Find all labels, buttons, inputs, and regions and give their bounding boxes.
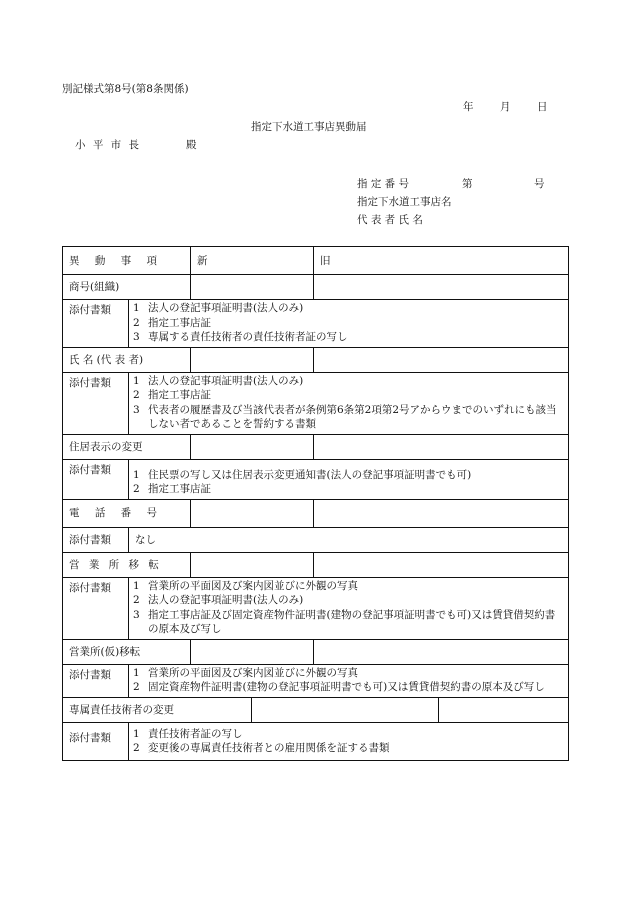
section-title: 営業所(仮)移転 — [63, 639, 191, 664]
document-title: 指定下水道工事店異動届 — [251, 121, 367, 133]
section-title: 営 業 所 移 転 — [63, 552, 191, 577]
list-item: 2 固定資産物件証明書(建物の登記事項証明書でも可)又は賃貸借契約書の原本及び写し — [133, 681, 545, 693]
shop-name-label: 指定下水道工事店名 — [357, 196, 452, 208]
old-value-cell[interactable] — [314, 434, 569, 459]
old-value-cell[interactable] — [314, 347, 569, 372]
new-value-cell[interactable] — [191, 434, 314, 459]
list-item: 1 責任技術者証の写し — [133, 727, 243, 740]
attachment-label: 添付書類 — [63, 300, 129, 348]
attachment-row — [63, 722, 569, 760]
section-title: 商号(組織) — [63, 275, 191, 300]
new-value-cell[interactable] — [191, 499, 314, 527]
addressee: 小 平 市 長 — [75, 139, 142, 151]
date-day: 日 — [537, 101, 548, 113]
list-item: 2 指定工事店証 — [133, 389, 211, 401]
date-month: 月 — [500, 101, 511, 113]
list-item: 1 営業所の平面図及び案内図並びに外観の写真 — [133, 666, 358, 679]
list-item: 1 法人の登記事項証明書(法人のみ) — [133, 302, 304, 314]
section-title-row — [63, 347, 569, 372]
attachment-row — [63, 459, 569, 499]
old-value-cell[interactable] — [314, 552, 569, 577]
attachment-list — [129, 300, 569, 348]
section-title-row — [63, 434, 569, 459]
header-new: 新 — [191, 247, 314, 275]
section-title-row — [63, 697, 569, 722]
date-year: 年 — [463, 101, 474, 113]
attachment-label: 添付書類 — [63, 577, 129, 639]
list-item: 1 法人の登記事項証明書(法人のみ) — [133, 374, 304, 387]
attachment-label: 添付書類 — [63, 527, 129, 552]
honorific: 殿 — [186, 139, 197, 151]
header-item: 異 動 事 項 — [63, 247, 191, 275]
attachment-label: 添付書類 — [63, 459, 129, 499]
section-title-row — [63, 275, 569, 300]
section-title: 住居表示の変更 — [63, 434, 191, 459]
table-header-row — [63, 247, 569, 275]
new-value-cell[interactable] — [191, 347, 314, 372]
new-value-cell[interactable] — [252, 697, 439, 722]
section-title: 電 話 番 号 — [63, 499, 191, 527]
new-value-cell[interactable] — [191, 275, 314, 300]
designation-label: 指 定 番 号 — [357, 178, 410, 190]
attachment-row — [63, 577, 569, 639]
old-value-cell[interactable] — [314, 275, 569, 300]
old-value-cell[interactable] — [439, 697, 569, 722]
section-title: 専属責任技術者の変更 — [63, 697, 252, 722]
section-title-row — [63, 499, 569, 527]
old-value-cell[interactable] — [314, 499, 569, 527]
attachment-list — [129, 664, 569, 697]
new-value-cell[interactable] — [191, 552, 314, 577]
attachment-list — [129, 577, 569, 639]
header-old: 旧 — [314, 247, 569, 275]
list-item: 2 指定工事店証 — [133, 316, 211, 329]
attachment-list — [129, 459, 569, 499]
section-title: 氏 名 (代 表 者) — [63, 347, 191, 372]
list-item: 1 営業所の平面図及び案内図並びに外観の写真 — [133, 579, 358, 592]
attachment-none: なし — [129, 527, 569, 552]
form-number: 別記様式第8号(第8条関係) — [62, 83, 189, 95]
old-value-cell[interactable] — [314, 639, 569, 664]
representative-label: 代 表 者 氏 名 — [357, 214, 423, 226]
list-item: 2 指定工事店証 — [133, 483, 211, 495]
attachment-label: 添付書類 — [63, 664, 129, 697]
change-items-table — [62, 246, 569, 761]
attachment-label: 添付書類 — [63, 372, 129, 434]
designation-go: 号 — [534, 178, 545, 190]
list-item: 3 代表者の履歴書及び当該代表者が条例第6条第2項第2号アからウまでのいずれにも該当しない者であることを誓約する書類 — [133, 403, 557, 430]
section-title-row — [63, 639, 569, 664]
attachment-row — [63, 300, 569, 348]
list-item: 2 変更後の専属責任技術者との雇用関係を証する書類 — [133, 742, 390, 754]
new-value-cell[interactable] — [191, 639, 314, 664]
attachment-row — [63, 664, 569, 697]
attachment-label: 添付書類 — [63, 722, 129, 760]
list-item: 2 法人の登記事項証明書(法人のみ) — [133, 594, 304, 606]
attachment-list — [129, 722, 569, 760]
list-item: 1 住民票の写し又は住居表示変更通知書(法人の登記事項証明書でも可) — [133, 468, 472, 481]
attachment-row — [63, 372, 569, 434]
list-item: 3 指定工事店証及び固定資産物件証明書(建物の登記事項証明書でも可)又は賃貸借契約書の原本及び写し — [133, 608, 556, 635]
attachment-list — [129, 372, 569, 434]
section-title-row — [63, 552, 569, 577]
designation-dai: 第 — [462, 178, 473, 190]
list-item: 3 専属する責任技術者の責任技術者証の写し — [133, 331, 348, 343]
attachment-row — [63, 527, 569, 552]
